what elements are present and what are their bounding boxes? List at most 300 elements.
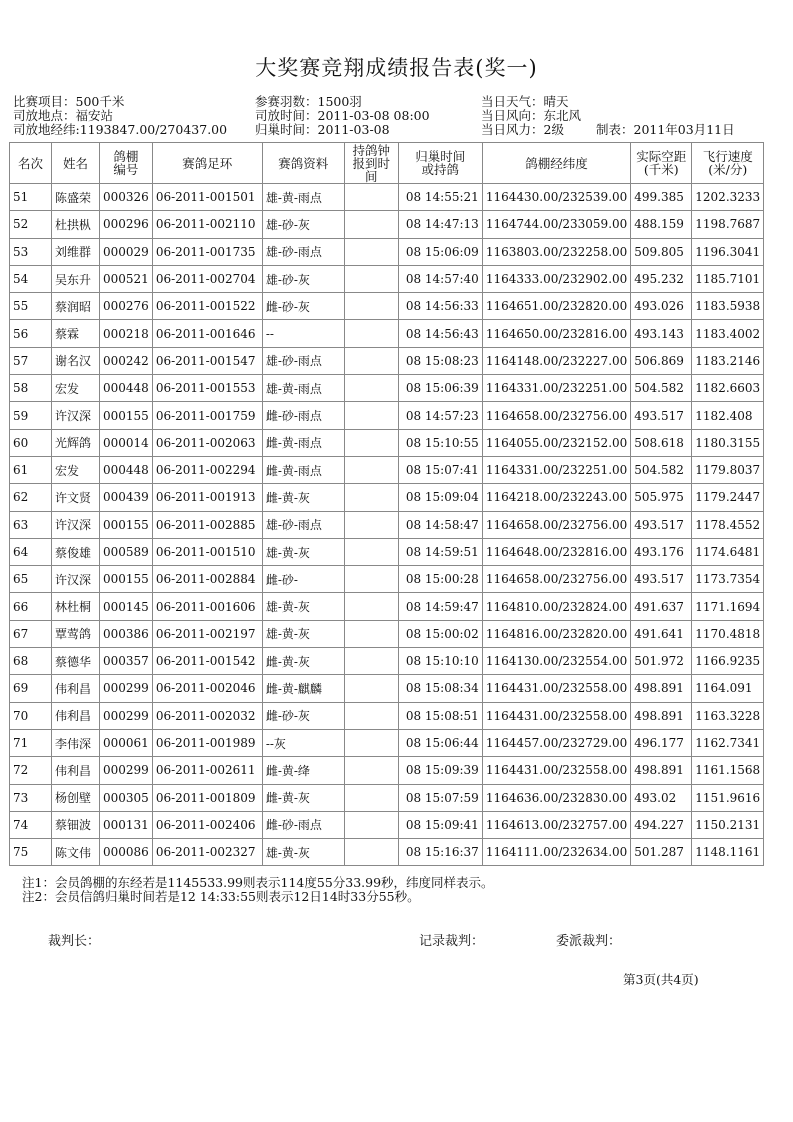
clock-time-cell xyxy=(344,347,398,374)
clock-time-cell xyxy=(344,402,398,429)
header-coords: 鸽棚经纬度 xyxy=(482,143,630,184)
loft-id-cell: 000326 xyxy=(100,184,153,211)
loft-id-cell: 000439 xyxy=(100,484,153,511)
bird-info-cell: 雄-黄-雨点 xyxy=(262,184,344,211)
coords-cell: 1164218.00/232243.00 xyxy=(482,484,630,511)
distance-cell: 498.891 xyxy=(631,702,692,729)
rank-cell: 52 xyxy=(10,211,52,238)
speed-cell: 1183.5938 xyxy=(692,293,764,320)
bird-info-cell: 雌-黄-雨点 xyxy=(262,456,344,483)
loft-id-cell: 000305 xyxy=(100,784,153,811)
speed-cell: 1198.7687 xyxy=(692,211,764,238)
table-row xyxy=(10,593,764,620)
distance-cell: 494.227 xyxy=(631,811,692,838)
header-bird-info: 赛鸽资料 xyxy=(262,143,344,184)
ring-cell: 06-2011-002063 xyxy=(152,429,262,456)
arrival-time-cell: 08 14:56:43 xyxy=(398,320,482,347)
bird-info-cell: 雄-砂-灰 xyxy=(262,211,344,238)
distance-cell: 505.975 xyxy=(631,484,692,511)
table-row xyxy=(10,265,764,292)
clock-time-cell xyxy=(344,265,398,292)
header-clock-time-text: 持鸽钟 报到时间 xyxy=(352,142,391,184)
rank-cell: 74 xyxy=(10,811,52,838)
loft-id-cell: 000299 xyxy=(100,757,153,784)
rank-cell: 57 xyxy=(10,347,52,374)
header-name: 姓名 xyxy=(52,143,100,184)
rank-cell: 75 xyxy=(10,839,52,866)
clock-time-cell xyxy=(344,675,398,702)
table-header-row xyxy=(10,143,764,184)
distance-cell: 504.582 xyxy=(631,456,692,483)
distance-cell: 496.177 xyxy=(631,729,692,756)
footnotes xyxy=(22,876,494,904)
name-cell: 蔡润昭 xyxy=(52,293,100,320)
coords-cell: 1164648.00/232816.00 xyxy=(482,538,630,565)
loft-id-cell: 000276 xyxy=(100,293,153,320)
loft-id-cell: 000296 xyxy=(100,211,153,238)
distance-cell: 493.176 xyxy=(631,538,692,565)
coords-cell: 1164816.00/232820.00 xyxy=(482,620,630,647)
coords-cell: 1164333.00/232902.00 xyxy=(482,265,630,292)
rank-cell: 56 xyxy=(10,320,52,347)
clock-time-cell xyxy=(344,456,398,483)
rank-cell: 68 xyxy=(10,648,52,675)
speed-cell: 1178.4552 xyxy=(692,511,764,538)
coords-cell: 1164130.00/232554.00 xyxy=(482,648,630,675)
arrival-time-cell: 08 14:57:40 xyxy=(398,265,482,292)
header-distance-text: 实际空距 (千米) xyxy=(636,149,687,177)
table-row xyxy=(10,839,764,866)
speed-cell: 1179.2447 xyxy=(692,484,764,511)
arrival-time-cell: 08 14:56:33 xyxy=(398,293,482,320)
loft-id-cell: 000014 xyxy=(100,429,153,456)
distance-cell: 495.232 xyxy=(631,265,692,292)
ring-cell: 06-2011-002327 xyxy=(152,839,262,866)
loft-id-cell: 000299 xyxy=(100,675,153,702)
coords-cell: 1164431.00/232558.00 xyxy=(482,757,630,784)
page-number: 第3页(共4页) xyxy=(623,972,699,987)
coords-cell: 1164636.00/232830.00 xyxy=(482,784,630,811)
loft-id-cell: 000521 xyxy=(100,265,153,292)
speed-cell: 1166.9235 xyxy=(692,648,764,675)
header-speed-text: 飞行速度 (米/分) xyxy=(702,149,753,177)
loft-id-cell: 000218 xyxy=(100,320,153,347)
clock-time-cell xyxy=(344,593,398,620)
rank-cell: 72 xyxy=(10,757,52,784)
distance-cell: 499.385 xyxy=(631,184,692,211)
name-cell: 宏发 xyxy=(52,456,100,483)
name-cell: 吴东升 xyxy=(52,265,100,292)
report-title: 大奖赛竞翔成绩报告表(奖一) xyxy=(255,56,538,80)
distance-cell: 493.517 xyxy=(631,402,692,429)
table-row xyxy=(10,648,764,675)
clock-time-cell xyxy=(344,184,398,211)
speed-cell: 1163.3228 xyxy=(692,702,764,729)
speed-cell: 1164.091 xyxy=(692,675,764,702)
loft-id-cell: 000145 xyxy=(100,593,153,620)
clock-time-cell xyxy=(344,484,398,511)
arrival-time-cell: 08 15:09:04 xyxy=(398,484,482,511)
rank-cell: 71 xyxy=(10,729,52,756)
table-row xyxy=(10,538,764,565)
header-speed xyxy=(692,143,764,184)
distance-cell: 498.891 xyxy=(631,757,692,784)
arrival-time-cell: 08 14:57:23 xyxy=(398,402,482,429)
clock-time-cell xyxy=(344,320,398,347)
name-cell: 陈盛荣 xyxy=(52,184,100,211)
arrival-time-cell: 08 15:09:39 xyxy=(398,757,482,784)
bird-info-cell: 雄-砂-雨点 xyxy=(262,347,344,374)
ring-cell: 06-2011-001606 xyxy=(152,593,262,620)
coords-cell: 1164331.00/232251.00 xyxy=(482,456,630,483)
bird-info-cell: 雄-黄-灰 xyxy=(262,538,344,565)
release-place: 司放地点：福安站 xyxy=(13,108,114,123)
rank-cell: 58 xyxy=(10,375,52,402)
distance-cell: 493.517 xyxy=(631,511,692,538)
ring-cell: 06-2011-002032 xyxy=(152,702,262,729)
speed-cell: 1185.7101 xyxy=(692,265,764,292)
name-cell: 许汉深 xyxy=(52,566,100,593)
name-cell: 陈文伟 xyxy=(52,839,100,866)
delegate-judge-label: 委派裁判： xyxy=(556,934,622,949)
table-row xyxy=(10,184,764,211)
bird-info-cell: -- xyxy=(262,320,344,347)
clock-time-cell xyxy=(344,211,398,238)
results-body xyxy=(10,184,764,866)
distance-cell: 498.891 xyxy=(631,675,692,702)
ring-cell: 06-2011-001542 xyxy=(152,648,262,675)
clock-time-cell xyxy=(344,429,398,456)
rank-cell: 69 xyxy=(10,675,52,702)
coords-cell: 1164148.00/232227.00 xyxy=(482,347,630,374)
rank-cell: 64 xyxy=(10,538,52,565)
loft-id-cell: 000299 xyxy=(100,702,153,729)
table-row xyxy=(10,320,764,347)
speed-cell: 1148.1161 xyxy=(692,839,764,866)
name-cell: 谢名汉 xyxy=(52,347,100,374)
arrival-time-cell: 08 14:59:47 xyxy=(398,593,482,620)
clock-time-cell xyxy=(344,702,398,729)
clock-time-cell xyxy=(344,784,398,811)
bird-info-cell: 雌-黄-麒麟 xyxy=(262,675,344,702)
ring-cell: 06-2011-002294 xyxy=(152,456,262,483)
distance-cell: 493.517 xyxy=(631,566,692,593)
speed-cell: 1180.3155 xyxy=(692,429,764,456)
rank-cell: 54 xyxy=(10,265,52,292)
coords-cell: 1164055.00/232152.00 xyxy=(482,429,630,456)
ring-cell: 06-2011-001759 xyxy=(152,402,262,429)
loft-id-cell: 000155 xyxy=(100,566,153,593)
arrival-time-cell: 08 15:00:28 xyxy=(398,566,482,593)
table-row xyxy=(10,620,764,647)
table-row xyxy=(10,811,764,838)
ring-cell: 06-2011-002704 xyxy=(152,265,262,292)
ring-cell: 06-2011-001913 xyxy=(152,484,262,511)
bird-info-cell: --灰 xyxy=(262,729,344,756)
speed-cell: 1174.6481 xyxy=(692,538,764,565)
speed-cell: 1179.8037 xyxy=(692,456,764,483)
distance-cell: 501.972 xyxy=(631,648,692,675)
release-time: 司放时间：2011-03-08 08:00 xyxy=(255,108,430,123)
bird-info-cell: 雌-黄-灰 xyxy=(262,648,344,675)
header-clock-time xyxy=(344,143,398,184)
name-cell: 杜拱枞 xyxy=(52,211,100,238)
name-cell: 刘维群 xyxy=(52,238,100,265)
arrival-time-cell: 08 15:08:34 xyxy=(398,675,482,702)
clock-time-cell xyxy=(344,811,398,838)
name-cell: 杨创壁 xyxy=(52,784,100,811)
ring-cell: 06-2011-001809 xyxy=(152,784,262,811)
footnote-1: 注1：会员鸽棚的东经若是1145533.99则表示114度55分33.99秒，纬度同样表示。 xyxy=(22,875,494,890)
speed-cell: 1150.2131 xyxy=(692,811,764,838)
coords-cell: 1163803.00/232258.00 xyxy=(482,238,630,265)
name-cell: 宏发 xyxy=(52,375,100,402)
bird-info-cell: 雌-黄-灰 xyxy=(262,484,344,511)
header-arrival-time-text: 归巢时间 或持鸽 xyxy=(415,149,466,177)
table-row xyxy=(10,675,764,702)
loft-id-cell: 000155 xyxy=(100,511,153,538)
table-row xyxy=(10,784,764,811)
rank-cell: 63 xyxy=(10,511,52,538)
made-date: 制表：2011年03月11日 xyxy=(596,122,735,137)
speed-cell: 1161.1568 xyxy=(692,757,764,784)
table-row xyxy=(10,429,764,456)
name-cell: 许文贤 xyxy=(52,484,100,511)
recorder-judge-label: 记录裁判： xyxy=(419,934,485,949)
distance-cell: 488.159 xyxy=(631,211,692,238)
name-cell: 蔡德华 xyxy=(52,648,100,675)
ring-cell: 06-2011-001501 xyxy=(152,184,262,211)
ring-cell: 06-2011-002885 xyxy=(152,511,262,538)
distance-cell: 504.582 xyxy=(631,375,692,402)
clock-time-cell xyxy=(344,729,398,756)
wind-direction: 当日风向：东北风 xyxy=(481,108,582,123)
header-distance xyxy=(631,143,692,184)
coords-cell: 1164111.00/232634.00 xyxy=(482,839,630,866)
arrival-time-cell: 08 15:08:51 xyxy=(398,702,482,729)
distance-cell: 491.637 xyxy=(631,593,692,620)
bird-info-cell: 雌-砂-雨点 xyxy=(262,811,344,838)
arrival-time-cell: 08 15:06:39 xyxy=(398,375,482,402)
results-table xyxy=(9,142,764,866)
rank-cell: 66 xyxy=(10,593,52,620)
table-row xyxy=(10,293,764,320)
ring-cell: 06-2011-002611 xyxy=(152,757,262,784)
table-row xyxy=(10,456,764,483)
rank-cell: 59 xyxy=(10,402,52,429)
arrival-time-cell: 08 15:06:09 xyxy=(398,238,482,265)
name-cell: 蔡俊雄 xyxy=(52,538,100,565)
clock-time-cell xyxy=(344,293,398,320)
arrival-time-cell: 08 15:10:10 xyxy=(398,648,482,675)
table-row xyxy=(10,211,764,238)
loft-id-cell: 000061 xyxy=(100,729,153,756)
coords-cell: 1164431.00/232558.00 xyxy=(482,675,630,702)
table-row xyxy=(10,347,764,374)
ring-cell: 06-2011-001510 xyxy=(152,538,262,565)
distance-cell: 493.026 xyxy=(631,293,692,320)
clock-time-cell xyxy=(344,566,398,593)
arrival-time-cell: 08 15:07:59 xyxy=(398,784,482,811)
arrival-time-cell: 08 14:47:13 xyxy=(398,211,482,238)
arrival-time-cell: 08 14:58:47 xyxy=(398,511,482,538)
bird-info-cell: 雌-砂-雨点 xyxy=(262,402,344,429)
arrival-time-cell: 08 15:00:02 xyxy=(398,620,482,647)
distance-cell: 508.618 xyxy=(631,429,692,456)
speed-cell: 1182.408 xyxy=(692,402,764,429)
speed-cell: 1162.7341 xyxy=(692,729,764,756)
clock-time-cell xyxy=(344,238,398,265)
table-row xyxy=(10,238,764,265)
rank-cell: 51 xyxy=(10,184,52,211)
arrival-time-cell: 08 15:06:44 xyxy=(398,729,482,756)
bird-info-cell: 雌-砂-灰 xyxy=(262,702,344,729)
name-cell: 许汉深 xyxy=(52,511,100,538)
rank-cell: 65 xyxy=(10,566,52,593)
ring-cell: 06-2011-001735 xyxy=(152,238,262,265)
table-row xyxy=(10,729,764,756)
loft-id-cell: 000589 xyxy=(100,538,153,565)
ring-cell: 06-2011-001553 xyxy=(152,375,262,402)
coords-cell: 1164431.00/232558.00 xyxy=(482,702,630,729)
rank-cell: 61 xyxy=(10,456,52,483)
header-loft-id xyxy=(100,143,153,184)
ring-cell: 06-2011-002884 xyxy=(152,566,262,593)
header-rank: 名次 xyxy=(10,143,52,184)
name-cell: 伟利昌 xyxy=(52,675,100,702)
rank-cell: 62 xyxy=(10,484,52,511)
coords-cell: 1164430.00/232539.00 xyxy=(482,184,630,211)
loft-id-cell: 000357 xyxy=(100,648,153,675)
name-cell: 光辉鸽 xyxy=(52,429,100,456)
coords-cell: 1164651.00/232820.00 xyxy=(482,293,630,320)
name-cell: 伟利昌 xyxy=(52,702,100,729)
table-row xyxy=(10,702,764,729)
bird-info-cell: 雄-黄-灰 xyxy=(262,593,344,620)
rank-cell: 73 xyxy=(10,784,52,811)
speed-cell: 1183.2146 xyxy=(692,347,764,374)
clock-time-cell xyxy=(344,375,398,402)
ring-cell: 06-2011-002197 xyxy=(152,620,262,647)
ring-cell: 06-2011-002406 xyxy=(152,811,262,838)
name-cell: 许汉深 xyxy=(52,402,100,429)
arrival-time-cell: 08 15:07:41 xyxy=(398,456,482,483)
loft-id-cell: 000242 xyxy=(100,347,153,374)
wind-force: 当日风力：2级 xyxy=(481,122,564,137)
table-row xyxy=(10,566,764,593)
arrival-time-cell: 08 15:08:23 xyxy=(398,347,482,374)
name-cell: 伟利昌 xyxy=(52,757,100,784)
clock-time-cell xyxy=(344,511,398,538)
name-cell: 林杜桐 xyxy=(52,593,100,620)
bird-info-cell: 雄-黄-灰 xyxy=(262,839,344,866)
ring-cell: 06-2011-002046 xyxy=(152,675,262,702)
rank-cell: 70 xyxy=(10,702,52,729)
clock-time-cell xyxy=(344,620,398,647)
footnote-2: 注2：会员信鸽归巢时间若是12 14:33:55则表示12日14时33分55秒。 xyxy=(22,889,420,904)
header-loft-id-text: 鸽棚 编号 xyxy=(113,149,139,177)
loft-id-cell: 000086 xyxy=(100,839,153,866)
coords-cell: 1164744.00/233059.00 xyxy=(482,211,630,238)
table-row xyxy=(10,402,764,429)
speed-cell: 1171.1694 xyxy=(692,593,764,620)
loft-id-cell: 000131 xyxy=(100,811,153,838)
distance-cell: 501.287 xyxy=(631,839,692,866)
name-cell: 李伟深 xyxy=(52,729,100,756)
distance-cell: 491.641 xyxy=(631,620,692,647)
arrival-time-cell: 08 14:59:51 xyxy=(398,538,482,565)
rank-cell: 53 xyxy=(10,238,52,265)
arrival-time-cell: 08 15:10:55 xyxy=(398,429,482,456)
arrival-time-cell: 08 14:55:21 xyxy=(398,184,482,211)
return-time: 归巢时间：2011-03-08 xyxy=(255,122,390,137)
chief-judge-label: 裁判长： xyxy=(48,934,101,949)
clock-time-cell xyxy=(344,757,398,784)
coords-cell: 1164331.00/232251.00 xyxy=(482,375,630,402)
rank-cell: 55 xyxy=(10,293,52,320)
name-cell: 覃莺鸽 xyxy=(52,620,100,647)
entries-count: 参赛羽数：1500羽 xyxy=(255,94,362,109)
bird-info-cell: 雌-砂- xyxy=(262,566,344,593)
header-arrival-time xyxy=(398,143,482,184)
speed-cell: 1182.6603 xyxy=(692,375,764,402)
bird-info-cell: 雄-砂-雨点 xyxy=(262,511,344,538)
ring-cell: 06-2011-002110 xyxy=(152,211,262,238)
bird-info-cell: 雄-黄-雨点 xyxy=(262,375,344,402)
bird-info-cell: 雌-砂-灰 xyxy=(262,293,344,320)
bird-info-cell: 雌-黄-雨点 xyxy=(262,429,344,456)
clock-time-cell xyxy=(344,839,398,866)
table-row xyxy=(10,375,764,402)
bird-info-cell: 雌-黄-绛 xyxy=(262,757,344,784)
bird-info-cell: 雄-砂-雨点 xyxy=(262,238,344,265)
rank-cell: 60 xyxy=(10,429,52,456)
rank-cell: 67 xyxy=(10,620,52,647)
coords-cell: 1164658.00/232756.00 xyxy=(482,566,630,593)
loft-id-cell: 000155 xyxy=(100,402,153,429)
ring-cell: 06-2011-001522 xyxy=(152,293,262,320)
name-cell: 蔡钿波 xyxy=(52,811,100,838)
speed-cell: 1202.3233 xyxy=(692,184,764,211)
weather: 当日天气：晴天 xyxy=(481,94,569,109)
speed-cell: 1173.7354 xyxy=(692,566,764,593)
clock-time-cell xyxy=(344,648,398,675)
speed-cell: 1170.4818 xyxy=(692,620,764,647)
speed-cell: 1183.4002 xyxy=(692,320,764,347)
distance-cell: 493.143 xyxy=(631,320,692,347)
coords-cell: 1164457.00/232729.00 xyxy=(482,729,630,756)
arrival-time-cell: 08 15:09:41 xyxy=(398,811,482,838)
coords-cell: 1164658.00/232756.00 xyxy=(482,511,630,538)
loft-id-cell: 000386 xyxy=(100,620,153,647)
release-coords: 司放地经纬:1193847.00/270437.00 xyxy=(13,122,228,137)
distance-cell: 506.869 xyxy=(631,347,692,374)
bird-info-cell: 雄-砂-灰 xyxy=(262,265,344,292)
loft-id-cell: 000448 xyxy=(100,456,153,483)
loft-id-cell: 000029 xyxy=(100,238,153,265)
name-cell: 蔡霖 xyxy=(52,320,100,347)
coords-cell: 1164658.00/232756.00 xyxy=(482,402,630,429)
bird-info-cell: 雄-黄-灰 xyxy=(262,620,344,647)
ring-cell: 06-2011-001547 xyxy=(152,347,262,374)
bird-info-cell: 雌-黄-灰 xyxy=(262,784,344,811)
ring-cell: 06-2011-001989 xyxy=(152,729,262,756)
speed-cell: 1196.3041 xyxy=(692,238,764,265)
header-ring: 赛鸽足环 xyxy=(152,143,262,184)
table-row xyxy=(10,757,764,784)
arrival-time-cell: 08 15:16:37 xyxy=(398,839,482,866)
table-row xyxy=(10,511,764,538)
